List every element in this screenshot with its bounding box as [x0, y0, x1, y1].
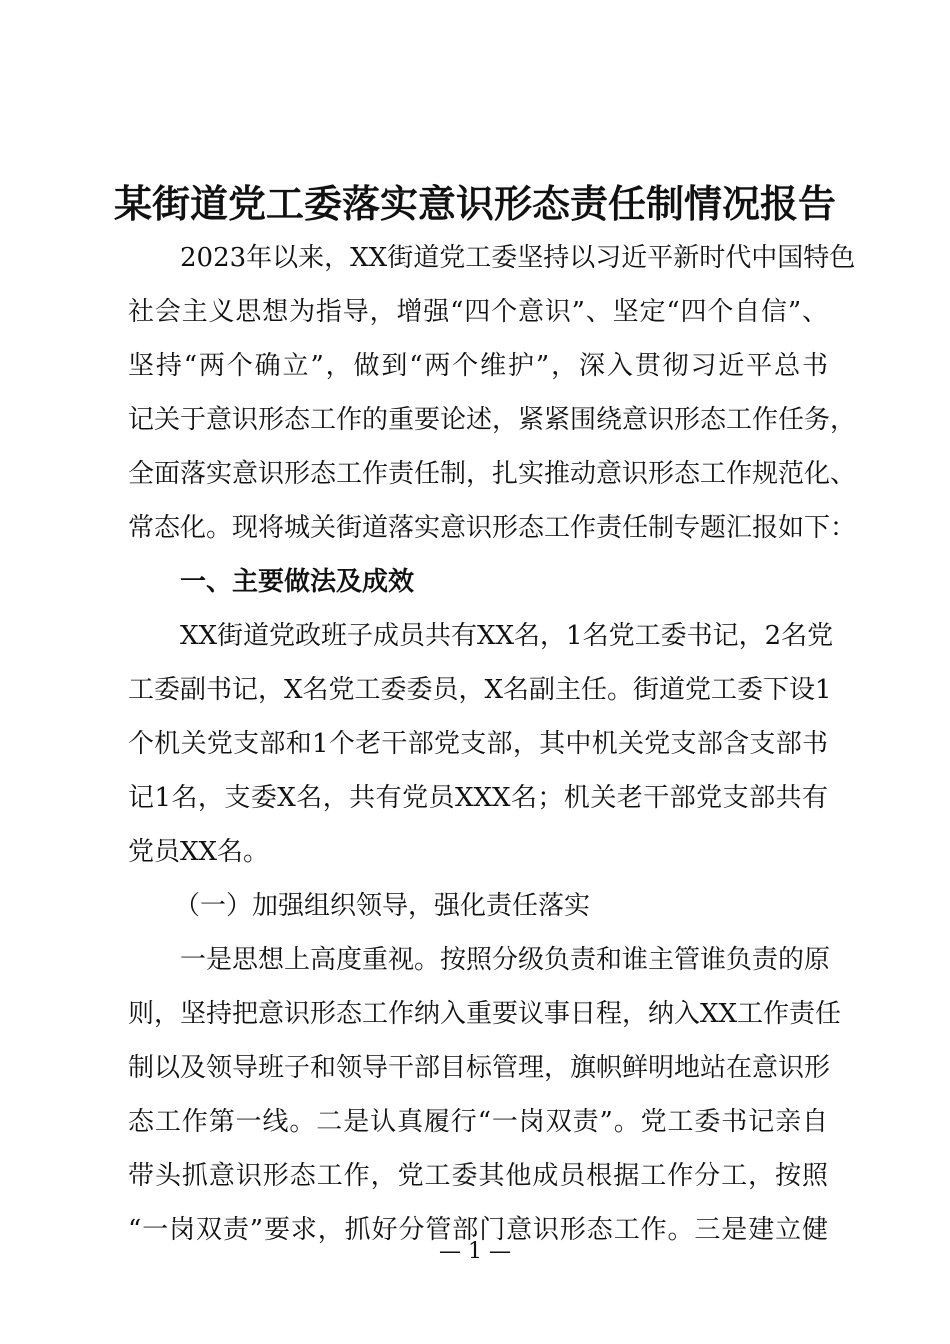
paragraph-2-line-2: 工委副书记，X名党工委委员，X名副主任。街道党工委下设1	[128, 675, 832, 705]
paragraph-1-line-1: 2023年以来，XX街道党工委坚持以习近平新时代中国特色	[180, 243, 856, 273]
paragraph-3-line-6: “一岗双责”要求，抓好分管部门意识形态工作。三是建立健	[128, 1215, 828, 1245]
paragraph-3-line-1: 一是思想上高度重视。按照分级负责和谁主管谁负责的原	[180, 945, 831, 975]
paragraph-2-line-1: XX街道党政班子成员共有XX名，1名党工委书记，2名党	[180, 621, 834, 651]
paragraph-2-line-5: 党员XX名。	[128, 837, 270, 867]
paragraph-3-line-2: 则，坚持把意识形态工作纳入重要议事日程，纳入XX工作责任	[128, 999, 842, 1029]
paragraph-2-line-4: 记1名，支委X名，共有党员XXX名；机关老干部党支部共有	[128, 783, 828, 813]
paragraph-1-line-2: 社会主义思想为指导，增强“四个意识”、坚定“四个自信”、	[128, 297, 828, 327]
paragraph-3-line-4: 态工作第一线。二是认真履行“一岗双责”。党工委书记亲自	[128, 1107, 828, 1137]
paragraph-1-line-3: 坚持“两个确立”，做到“两个维护”，深入贯彻习近平总书	[128, 351, 828, 381]
paragraph-3-line-3: 制以及领导班子和领导干部目标管理，旗帜鲜明地站在意识形	[128, 1053, 831, 1083]
paragraph-1-line-5: 全面落实意识形态工作责任制，扎实推动意识形态工作规范化、	[128, 459, 857, 489]
paragraph-1-line-6: 常态化。现将城关街道落实意识形态工作责任制专题汇报如下：	[128, 513, 857, 543]
paragraph-1-line-4: 记关于意识形态工作的重要论述，紧紧围绕意识形态工作任务，	[128, 405, 857, 435]
page-number: — 1 —	[439, 1239, 511, 1264]
paragraph-3-line-5: 带头抓意识形态工作，党工委其他成员根据工作分工，按照	[128, 1161, 828, 1191]
subsection-heading-1: （一）加强组织领导，强化责任落实	[174, 891, 591, 921]
paragraph-2-line-3: 个机关党支部和1个老干部党支部，其中机关党支部含支部书	[128, 729, 828, 759]
document-title: 某街道党工委落实意识形态责任制情况报告	[113, 182, 836, 226]
section-heading-1: 一、主要做法及成效	[180, 567, 415, 597]
